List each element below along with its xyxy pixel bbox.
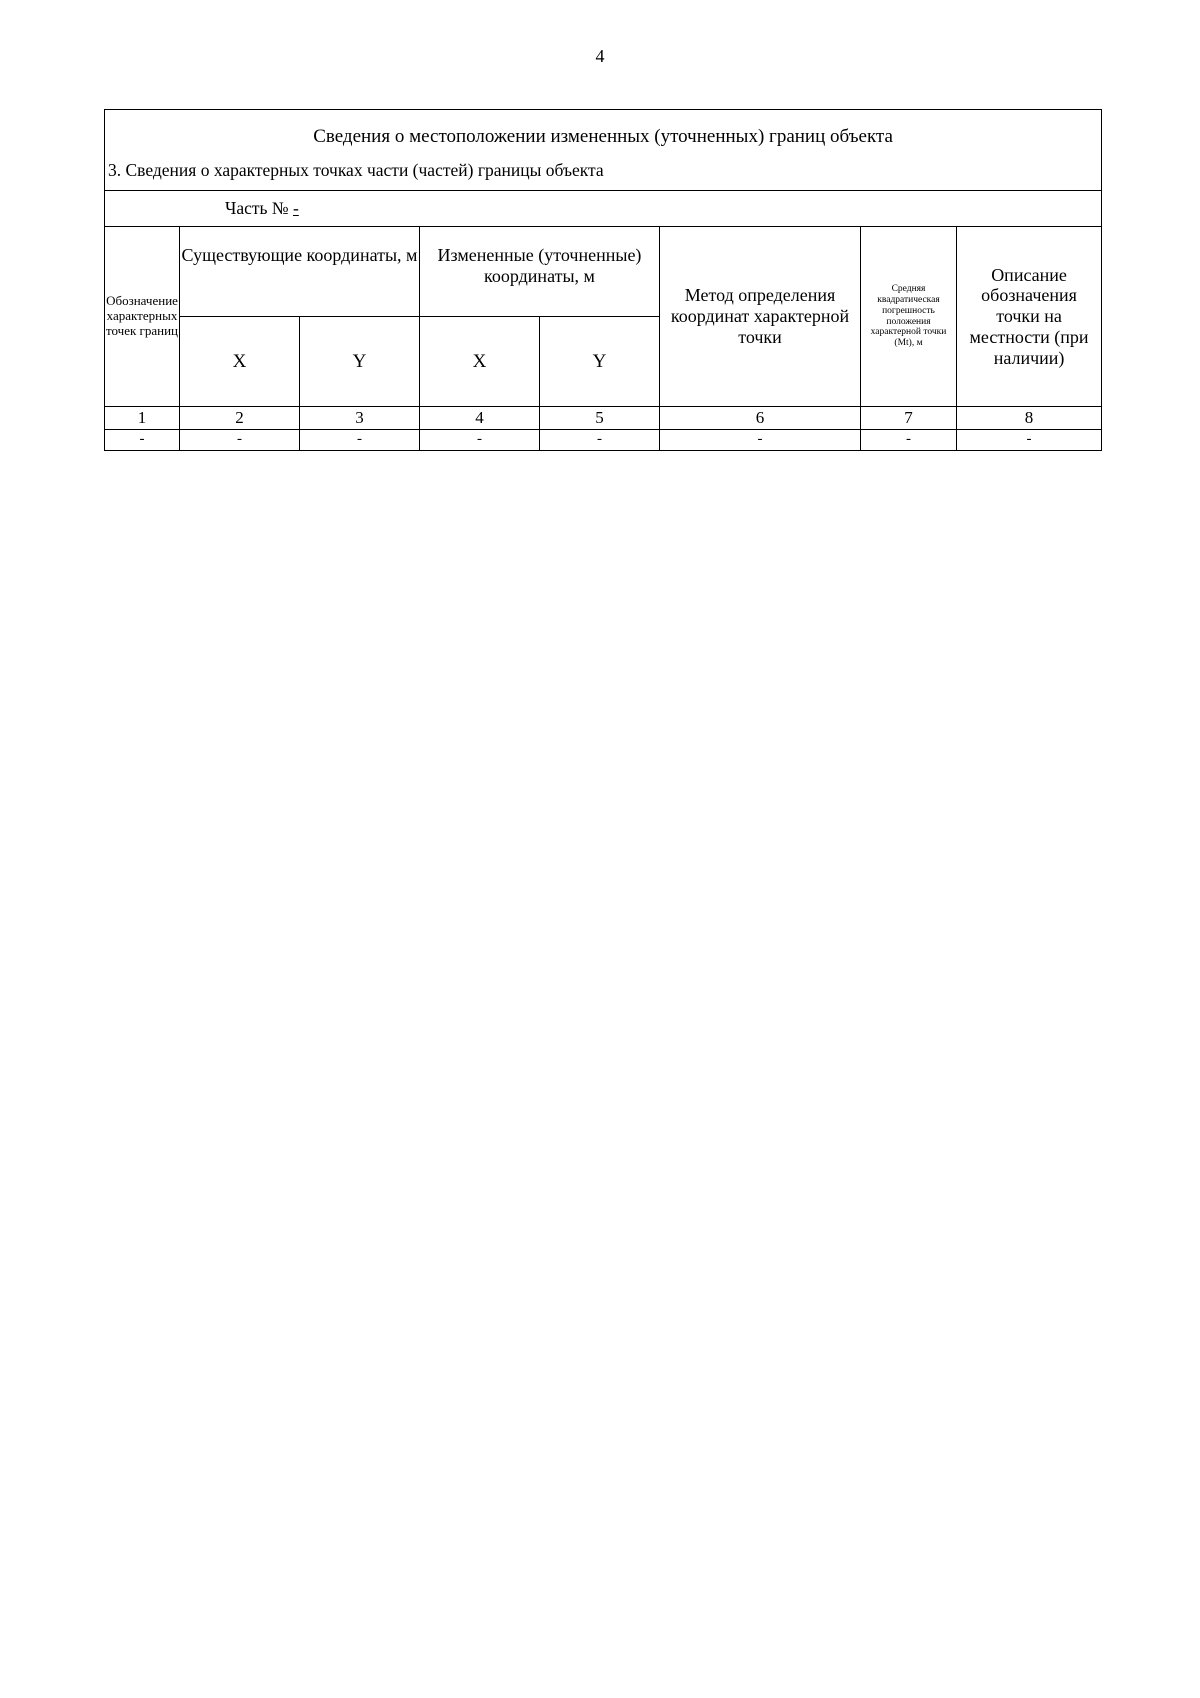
table-cell: -: [540, 430, 660, 451]
column-number: 8: [957, 407, 1102, 430]
header-description: Описание обозначения точки на местности (при наличии): [957, 227, 1102, 407]
column-number: 7: [861, 407, 957, 430]
column-number: 5: [540, 407, 660, 430]
part-value: -: [292, 198, 299, 219]
column-number: 3: [300, 407, 420, 430]
part-label: Часть №: [225, 198, 289, 219]
column-number: 4: [420, 407, 540, 430]
header-existing-coords: Существующие координаты, м: [180, 227, 420, 317]
section-title: 3. Сведения о характерных точках части (частей) границы объекта: [108, 159, 604, 180]
column-number-row: [105, 407, 1102, 430]
header-mean-error: Средняя квадратическая погрешность положения характерной точки (Mt), м: [861, 227, 957, 407]
table-cell: -: [180, 430, 300, 451]
column-number: 2: [180, 407, 300, 430]
header-existing-x: X: [180, 317, 300, 407]
title-row: [105, 110, 1102, 191]
page-number: 4: [595, 46, 605, 66]
header-changed-coords: Измененные (уточненные) координаты, м: [420, 227, 660, 317]
header-row-1: [105, 227, 1102, 317]
header-existing-y: Y: [300, 317, 420, 407]
part-row: [105, 191, 1102, 227]
header-changed-y: Y: [540, 317, 660, 407]
table-row: [105, 430, 1102, 451]
column-number: 6: [660, 407, 861, 430]
column-number: 1: [105, 407, 180, 430]
table-cell: -: [957, 430, 1102, 451]
table-cell: -: [861, 430, 957, 451]
table-cell: -: [660, 430, 861, 451]
table-title: Сведения о местоположении измененных (уточненных) границ объекта: [313, 126, 893, 147]
table-cell: -: [300, 430, 420, 451]
part-cell: [105, 191, 1102, 227]
table-title-cell: [105, 110, 1102, 191]
table-cell: -: [420, 430, 540, 451]
header-method: Метод определения координат характерной точки: [660, 227, 861, 407]
header-point-designation: Обозначение характерных точек границ: [105, 227, 180, 407]
header-changed-x: X: [420, 317, 540, 407]
boundary-points-table: [104, 109, 1102, 451]
table-cell: -: [105, 430, 180, 451]
